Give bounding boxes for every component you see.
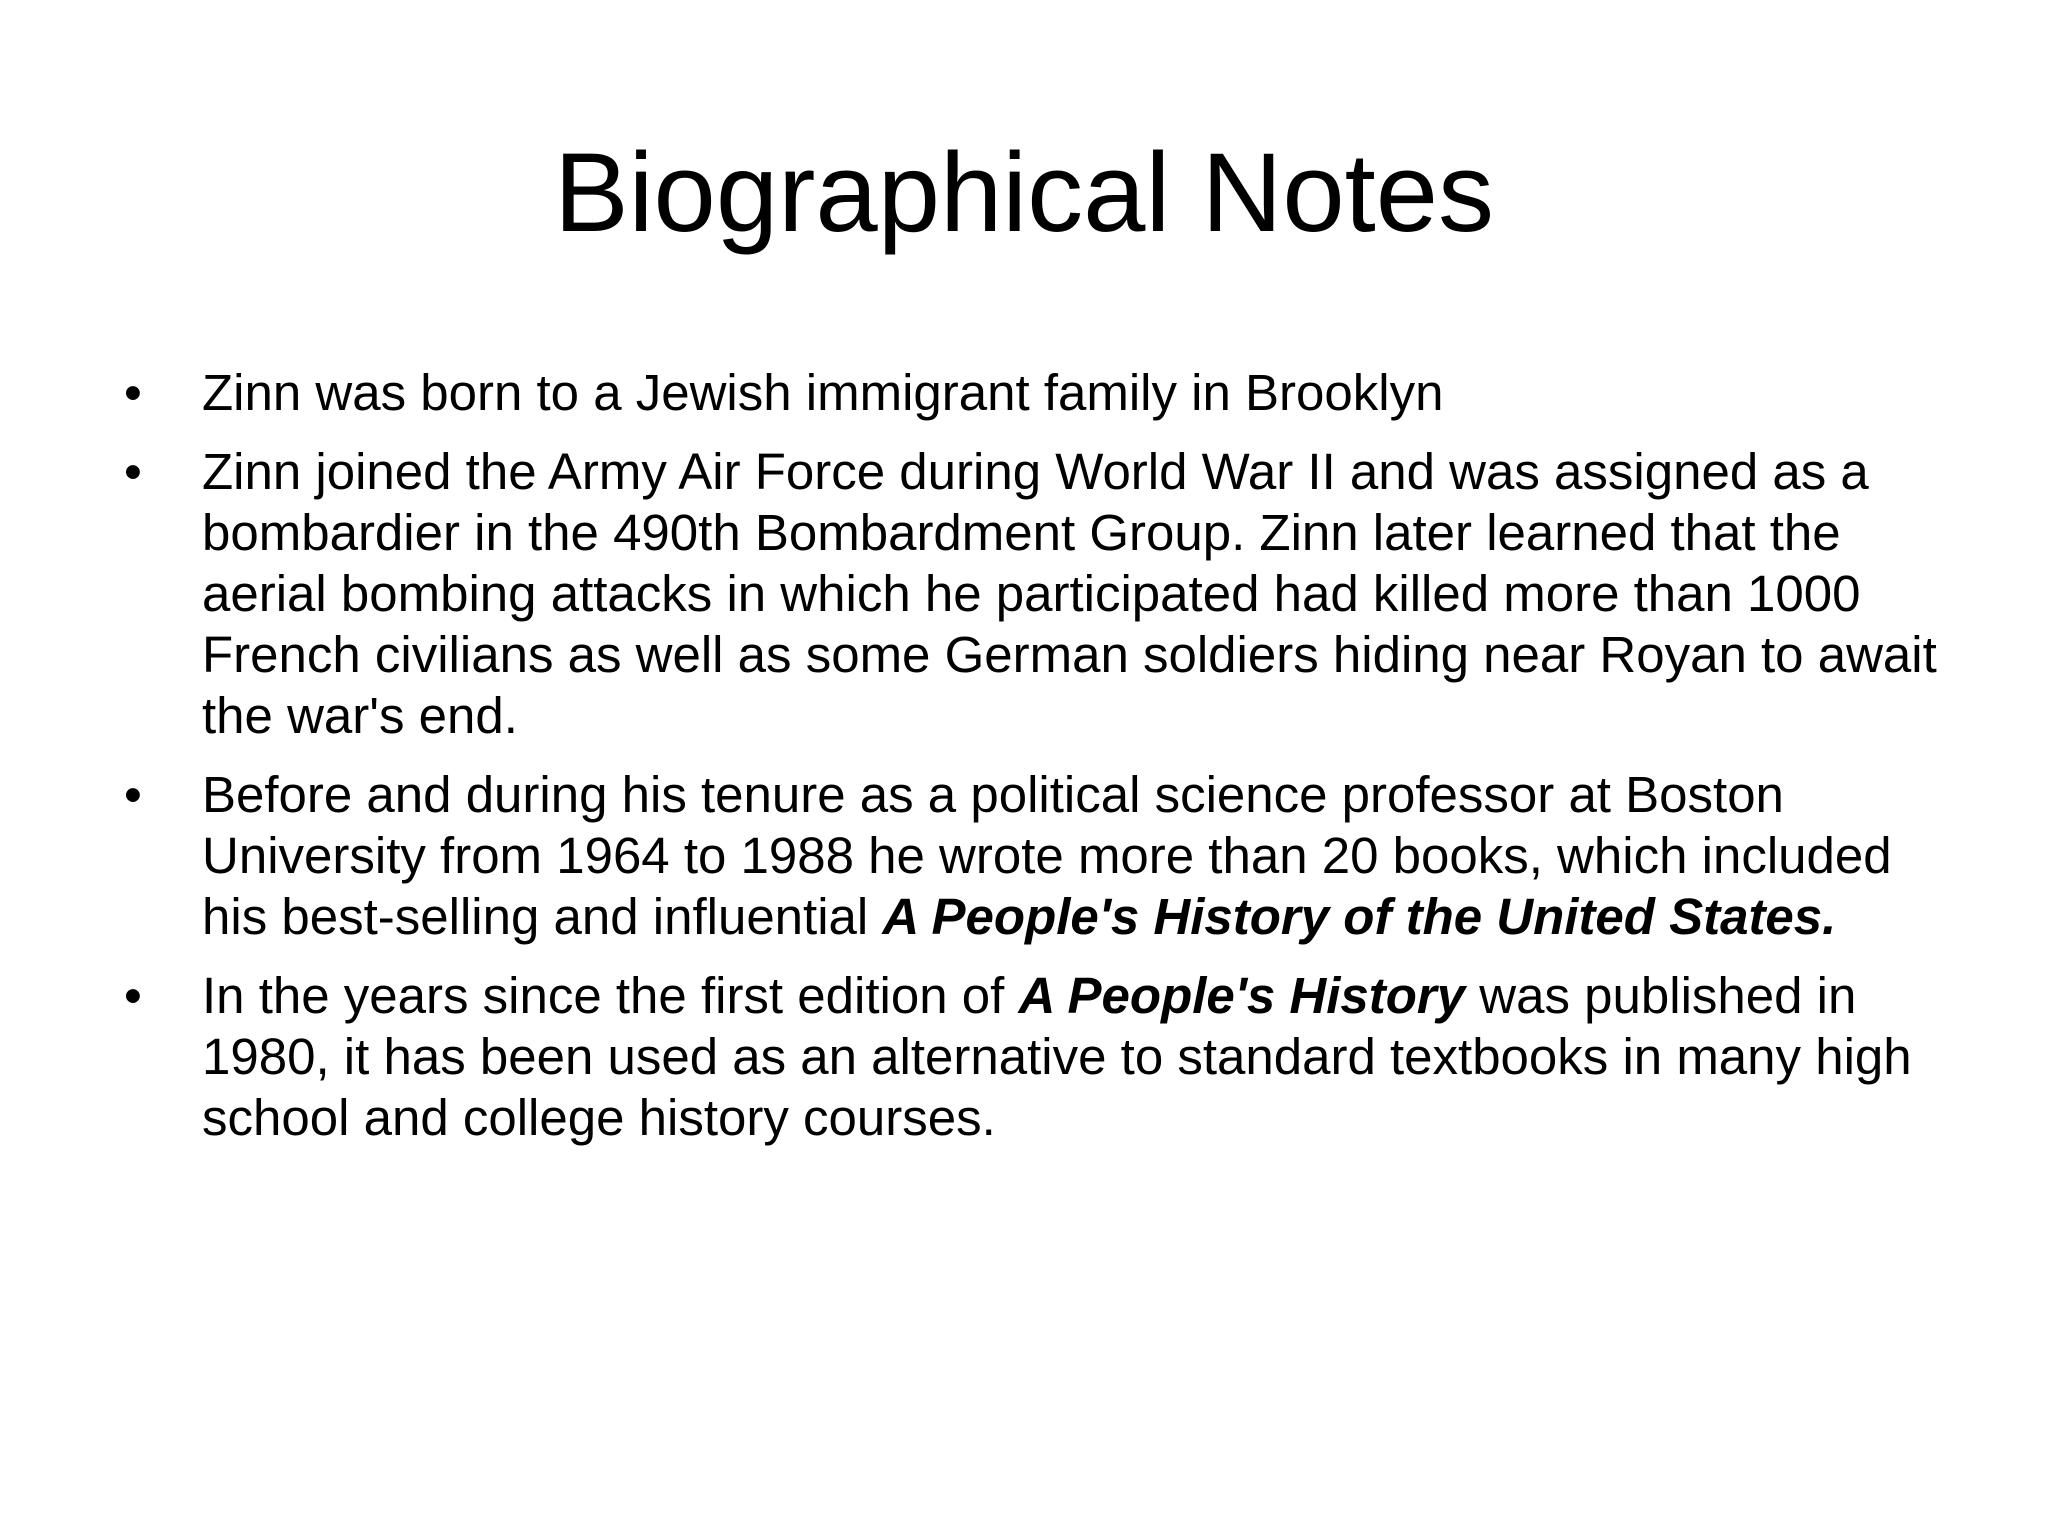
bullet-text: Zinn was born to a Jewish immigrant family in Brooklyn xyxy=(202,364,1444,421)
slide-content xyxy=(120,362,1950,1166)
bullet-item xyxy=(120,362,1950,423)
bullet-text: In the years since the first edition of xyxy=(202,967,1019,1024)
bullet-item xyxy=(120,764,1950,947)
bullet-item xyxy=(120,441,1950,746)
bullet-icon: • xyxy=(124,364,142,421)
bullet-list xyxy=(120,362,1950,1148)
bullet-icon: • xyxy=(124,443,142,500)
bullet-text: Before and during his tenure as a political science professor at Boston University from 1964 to 1988 he wrote more than 20 books, which included his best-selling and influential xyxy=(202,766,1892,945)
bullet-icon: • xyxy=(124,967,142,1024)
book-title-emphasis: A People's History xyxy=(1018,967,1466,1024)
book-title-emphasis: A People's History of the United States. xyxy=(882,888,1837,945)
bullet-item xyxy=(120,965,1950,1148)
bullet-text: Zinn joined the Army Air Force during World War II and was assigned as a bombardier in the 490th Bombardment Group. Zinn later learned that the aerial bombing attacks in which he participated had killed more than 1000 French civilians as well as some German soldiers hiding near Royan to await the war's end. xyxy=(202,443,1937,744)
slide-title: Biographical Notes xyxy=(553,130,1495,255)
bullet-icon: • xyxy=(124,766,142,823)
bullet-text-tail: was published in 1980, it has been used as an alternative to standard textbooks in many high school and college history courses. xyxy=(202,967,1912,1146)
